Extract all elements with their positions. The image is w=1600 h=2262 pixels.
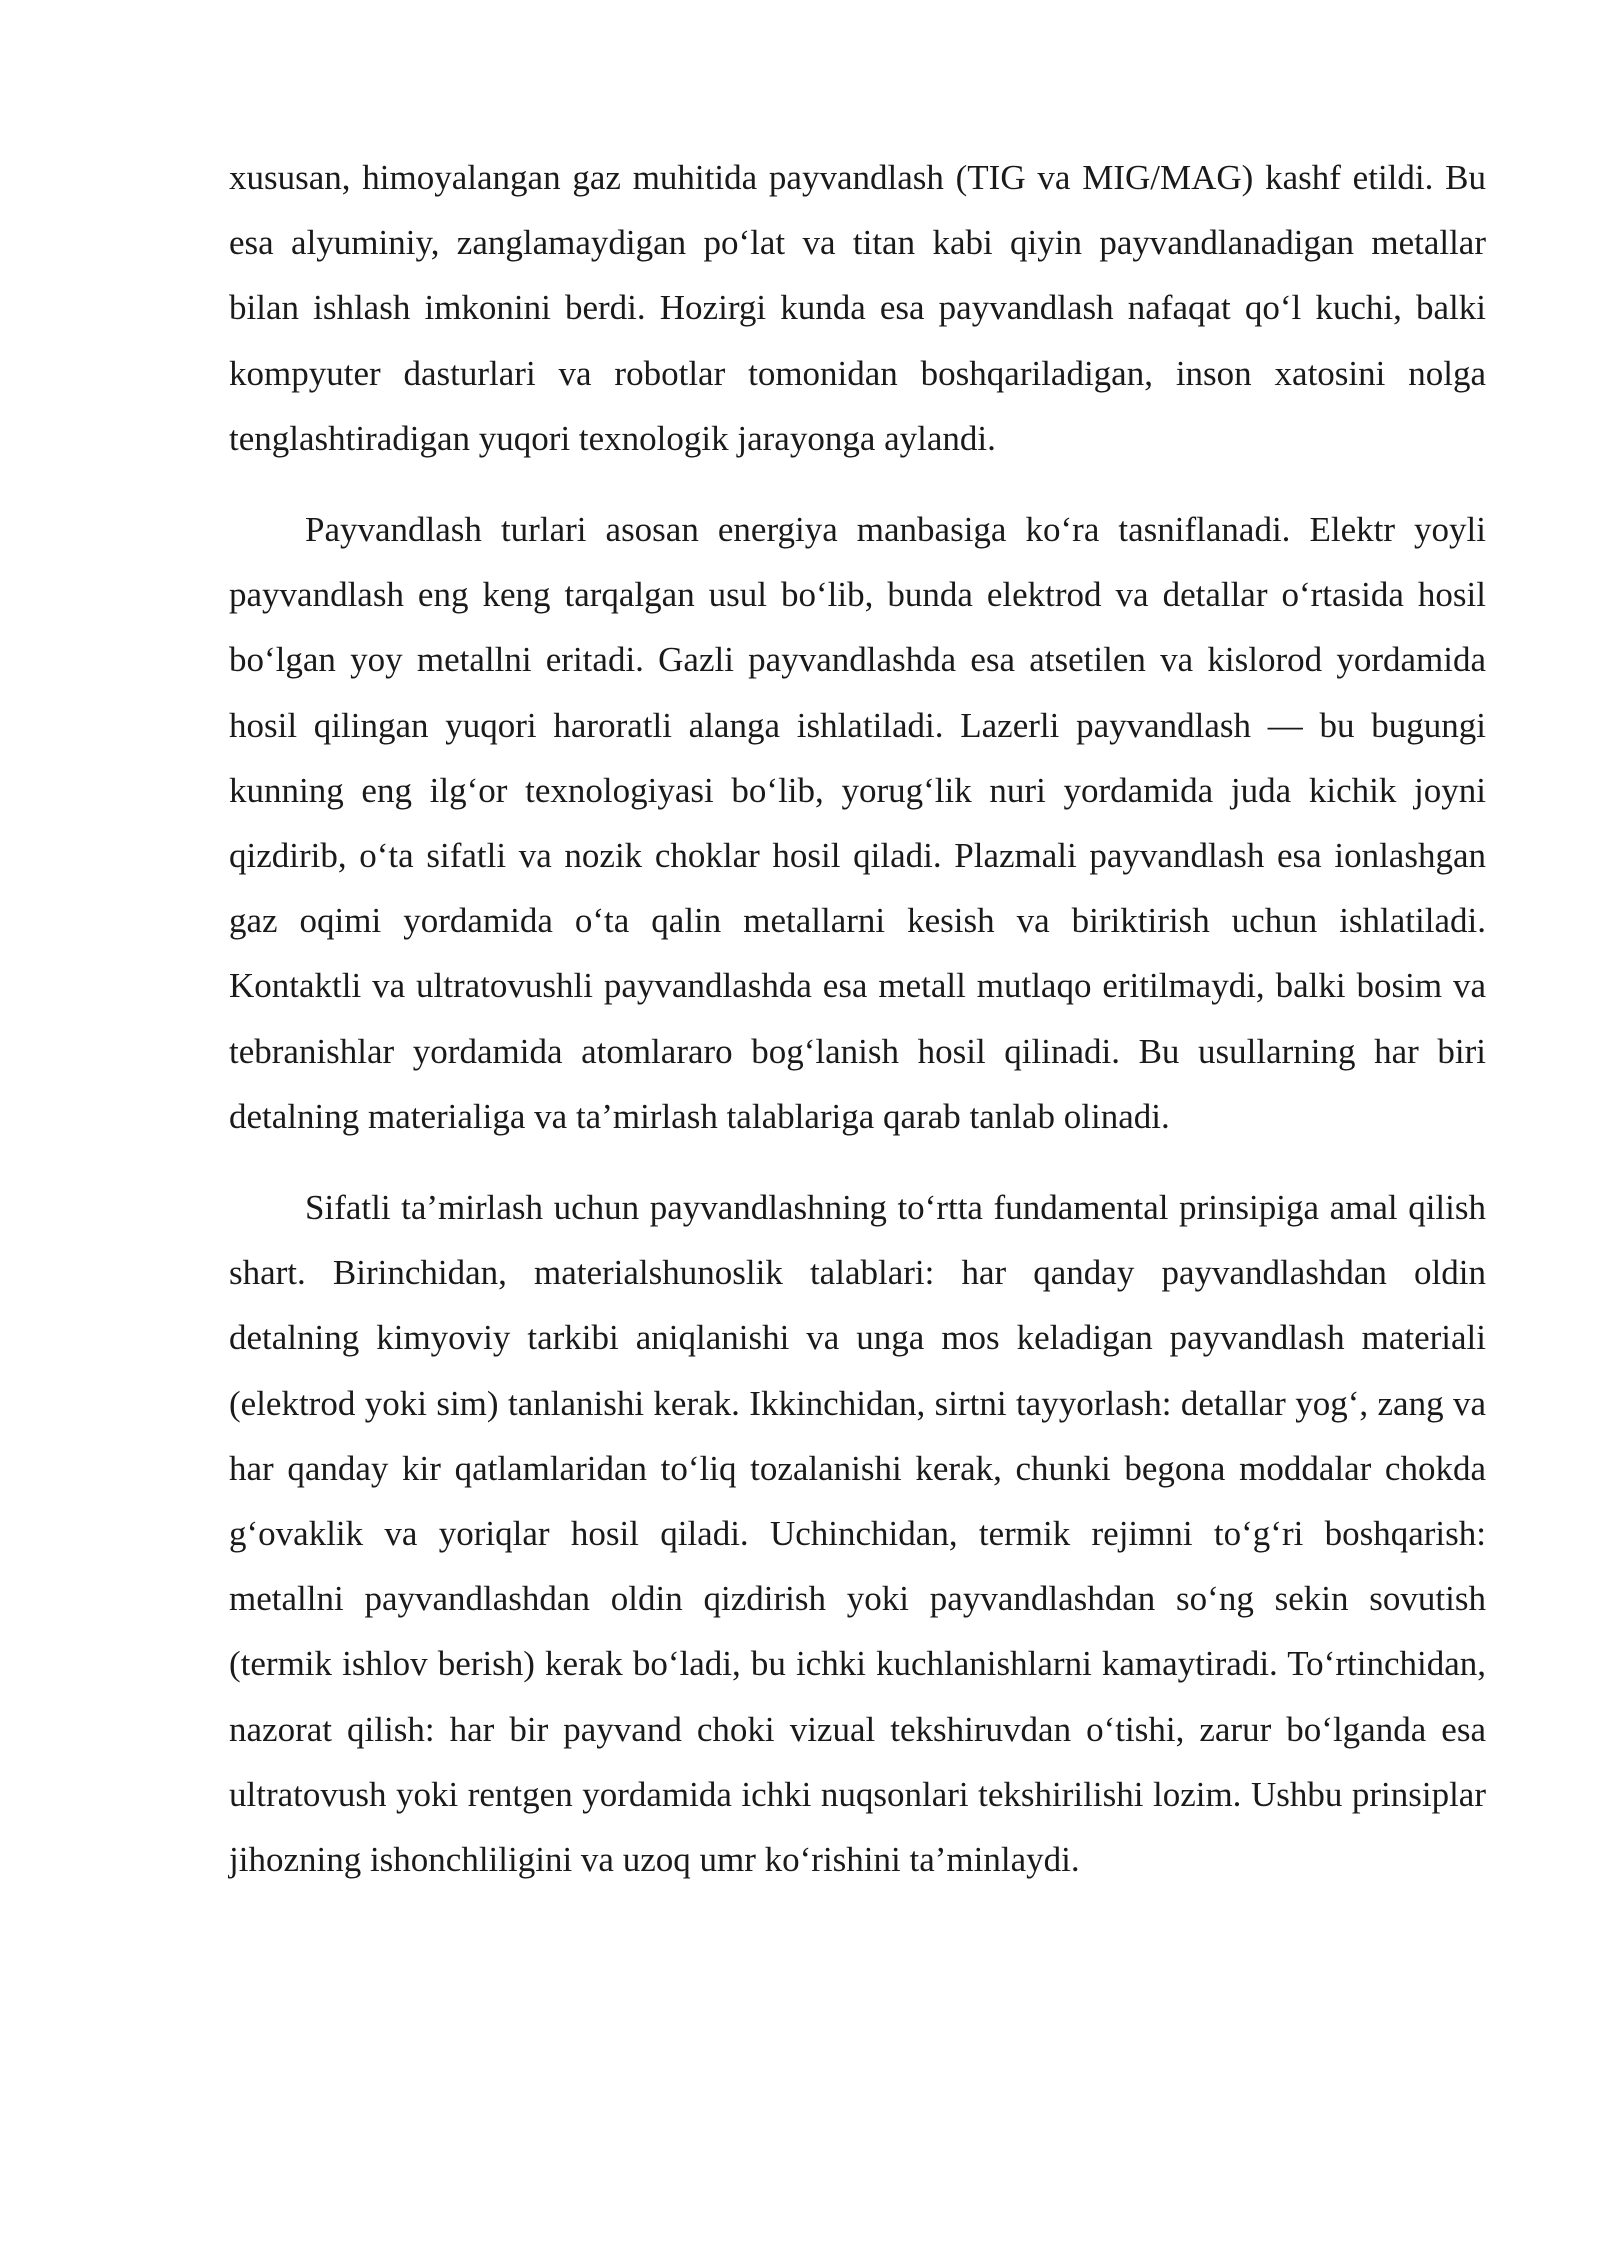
document-body [229, 145, 1486, 1892]
paragraph-welding-principles: Sifatli ta’mirlash uchun payvandlashning to‘rtta fundamental prinsipiga amal qilish shart. Birinchidan, materialshunoslik talablari: har qanday payvandlashdan oldin detalning kimyoviy tarkibi aniqlanishi va unga mos keladigan payvandlash materiali (elektrod yoki sim) tanlanishi kerak. Ikkinchidan, sirtni tayyorlash: detallar yog‘, zang va har qanday kir qatlamlaridan to‘liq tozalanishi kerak, chunki begona moddalar chokda g‘ovaklik va yoriqlar hosil qiladi. Uchinchidan, termik rejimni to‘g‘ri boshqarish: metallni payvandlashdan oldin qizdirish yoki payvandlashdan so‘ng sekin sovutish (termik ishlov berish) kerak bo‘ladi, bu ichki kuchlanishlarni kamaytiradi. To‘rtinchidan, nazorat qilish: har bir payvand choki vizual tekshiruvdan o‘tishi, zarur bo‘lganda esa ultratovush yoki rentgen yordamida ichki nuqsonlari tekshirilishi lozim. Ushbu prinsiplar jihozning ishonchliligini va uzoq umr ko‘rishini ta’minlaydi. [229, 1188, 1486, 1880]
paragraph-continuation: xususan, himoyalangan gaz muhitida payvandlash (TIG va MIG/MAG) kashf etildi. Bu esa alyuminiy, zanglamaydigan po‘lat va titan kabi qiyin payvandlanadigan metallar bilan ishlash imkonini berdi. Hozirgi kunda esa payvandlash nafaqat qo‘l kuchi, balki kompyuter dasturlari va robotlar tomonidan boshqariladigan, inson xatosini nolga tenglashtiradigan yuqori texnologik jarayonga aylandi. [229, 158, 1486, 458]
paragraph-welding-types: Payvandlash turlari asosan energiya manbasiga ko‘ra tasniflanadi. Elektr yoyli payvandlash eng keng tarqalgan usul bo‘lib, bunda elektrod va detallar o‘rtasida hosil bo‘lgan yoy metallni eritadi. Gazli payvandlashda esa atsetilen va kislorod yordamida hosil qilingan yuqori haroratli alanga ishlatiladi. Lazerli payvandlash — bu bugungi kunning eng ilg‘or texnologiyasi bo‘lib, yorug‘lik nuri yordamida juda kichik joyni qizdirib, o‘ta sifatli va nozik choklar hosil qiladi. Plazmali payvandlash esa ionlashgan gaz oqimi yordamida o‘ta qalin metallarni kesish va biriktirish uchun ishlatiladi. Kontaktli va ultratovushli payvandlashda esa metall mutlaqo eritilmaydi, balki bosim va tebranishlar yordamida atomlararo bog‘lanish hosil qilinadi. Bu usullarning har biri detalning materialiga va ta’mirlash talablariga qarab tanlab olinadi. [229, 510, 1486, 1136]
